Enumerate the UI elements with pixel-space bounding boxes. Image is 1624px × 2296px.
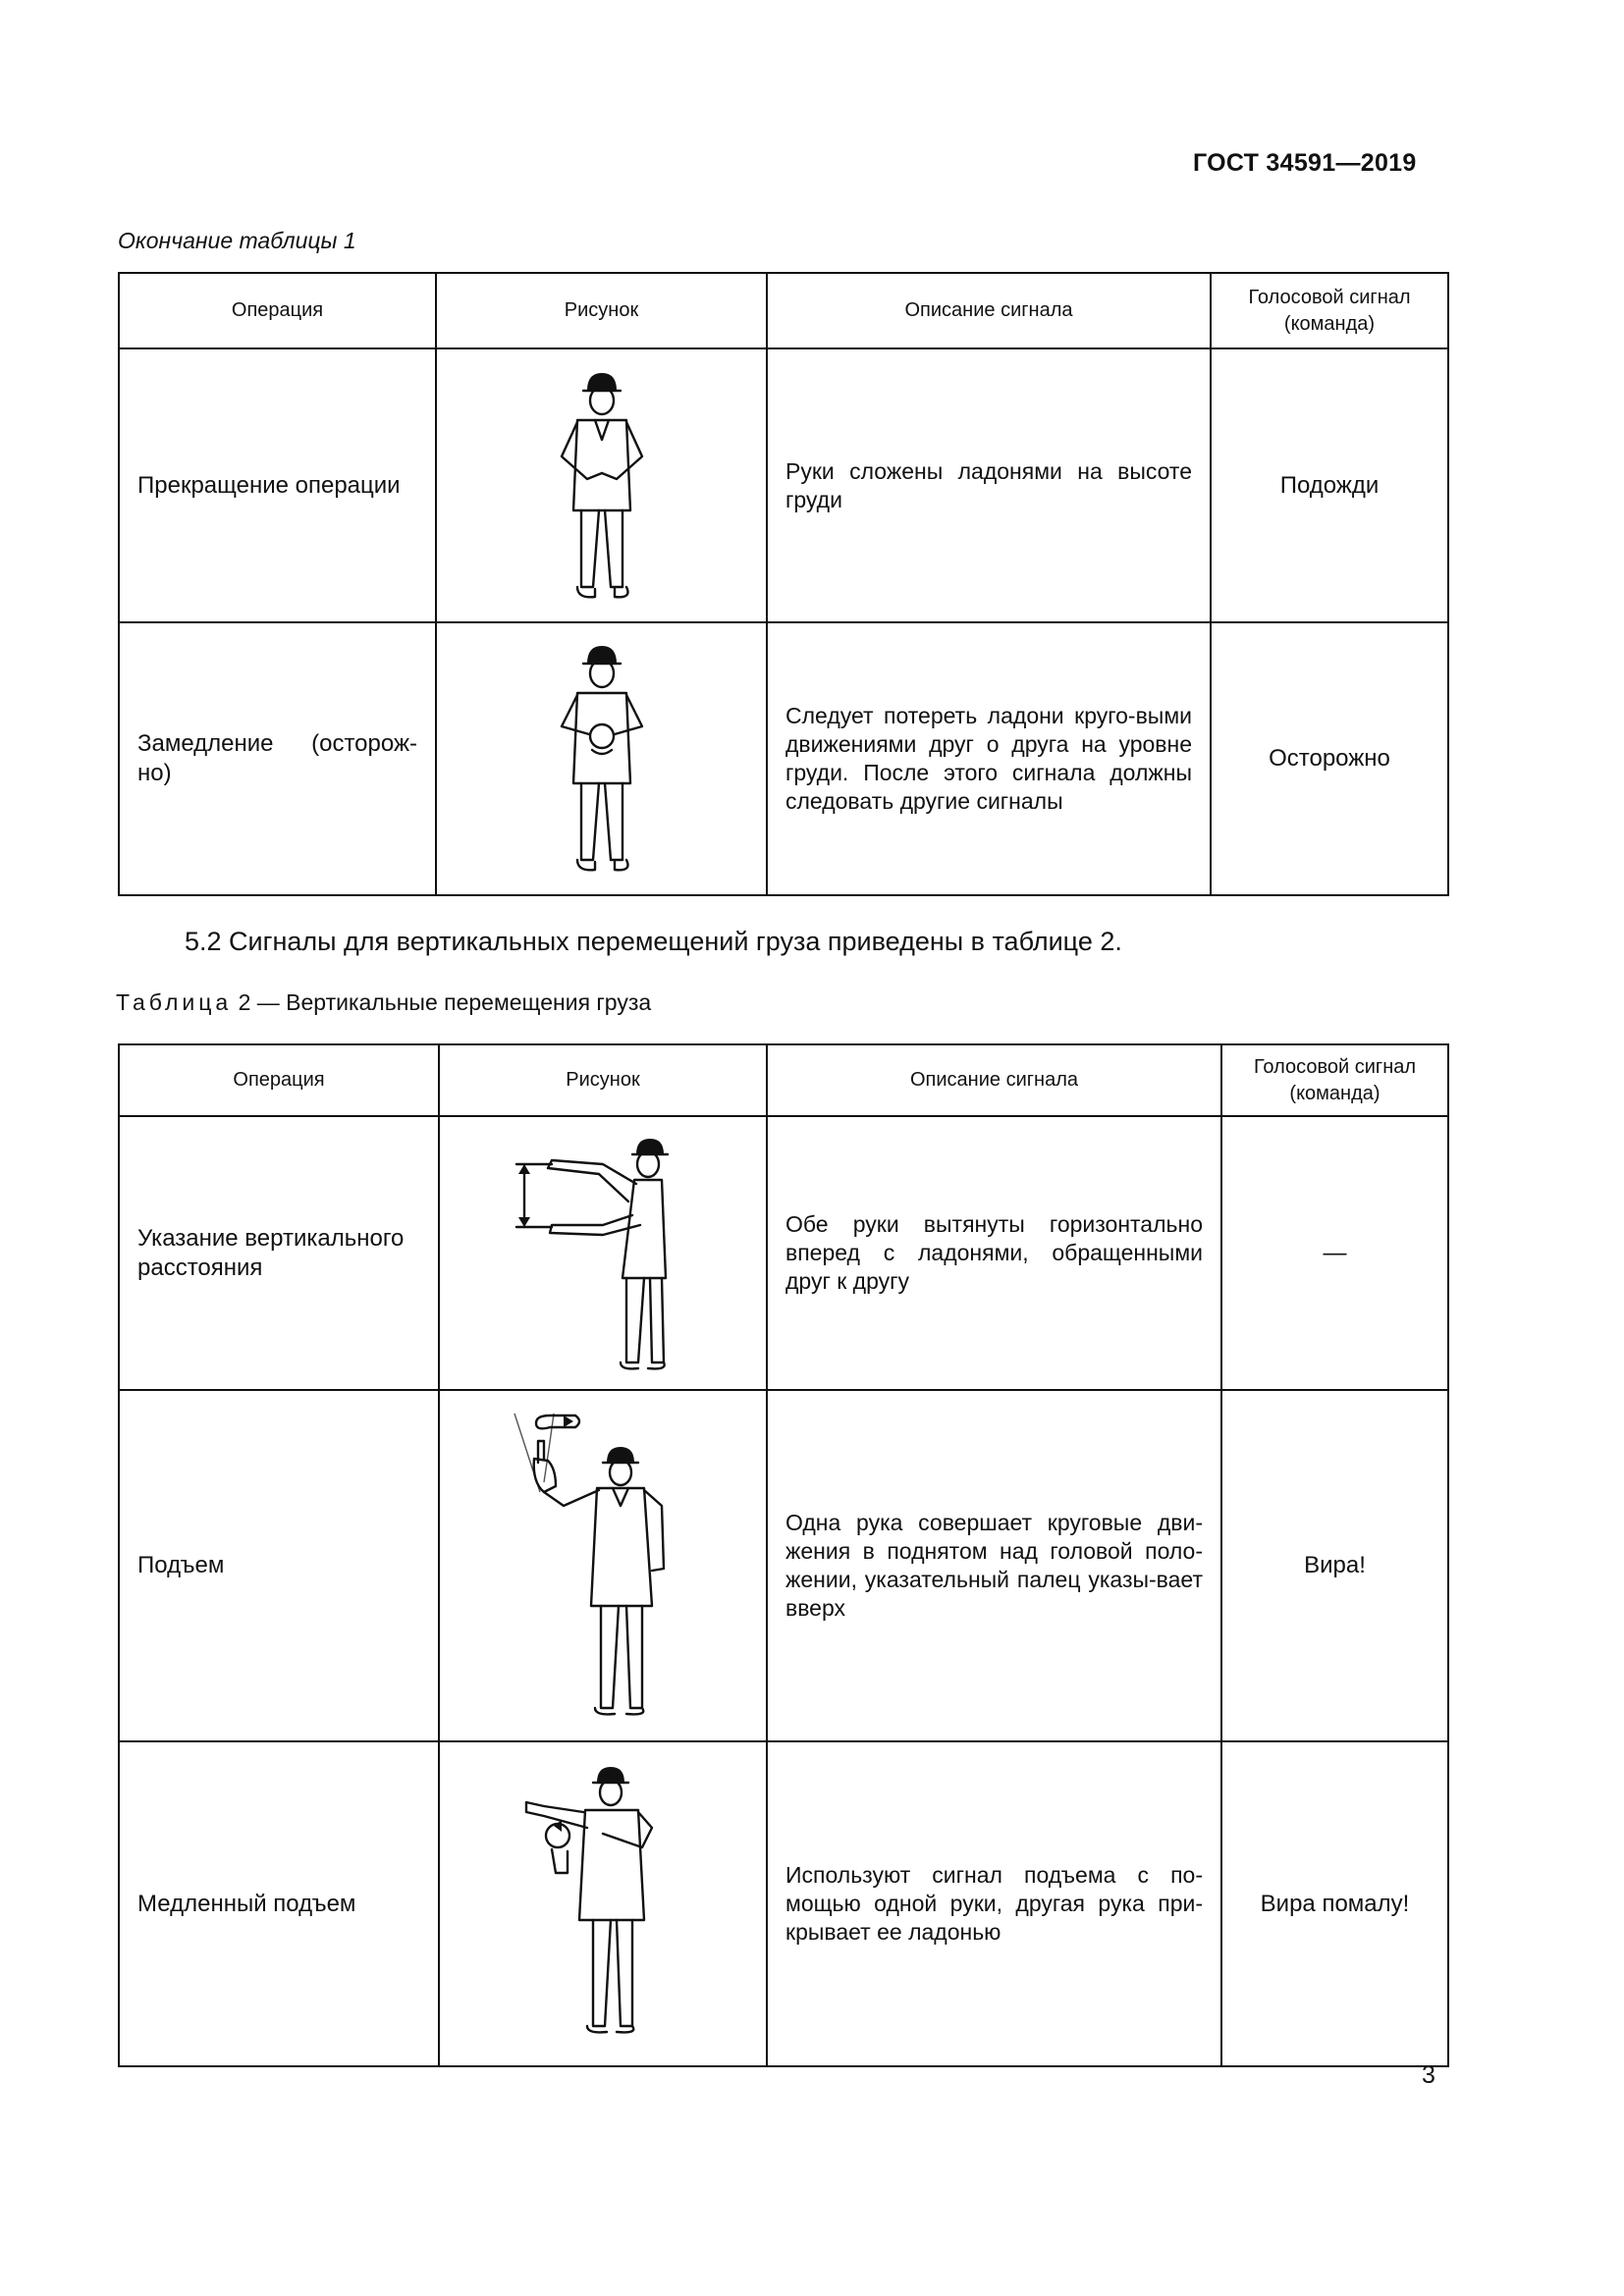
voice-command-cell: Вира помалу! — [1221, 1741, 1448, 2066]
col-header-operation: Операция — [119, 273, 436, 348]
voice-command-cell: Вира! — [1221, 1390, 1448, 1741]
table-row — [119, 1116, 1448, 1390]
figure-cell — [439, 1741, 767, 2066]
col-header-voice: Голосовой сигнал (команда) — [1211, 273, 1448, 348]
operation-cell: Прекращение операции — [119, 348, 436, 622]
col-header-description: Описание сигнала — [767, 273, 1211, 348]
worker-finger-up-circling-icon — [505, 1404, 701, 1728]
section-paragraph: 5.2 Сигналы для вертикальных перемещений груза приведены в таблице 2. — [185, 927, 1122, 956]
figure-cell — [436, 348, 767, 622]
table-row — [119, 1390, 1448, 1741]
figure-cell — [436, 622, 767, 895]
operation-cell: Замедление (осторож-но) — [119, 622, 436, 895]
table-row — [119, 1741, 1448, 2066]
description-cell: Обе руки вытянуты горизонтально вперед с ладонями, обращенными друг к другу — [767, 1116, 1221, 1390]
description-cell: Руки сложены ладонями на высоте груди — [767, 348, 1211, 622]
table-row — [119, 348, 1448, 622]
table1-header-row — [119, 273, 1448, 348]
table2-header-row — [119, 1044, 1448, 1116]
table-row — [119, 622, 1448, 895]
table1 — [118, 272, 1449, 896]
col-header-figure: Рисунок — [439, 1044, 767, 1116]
table2-caption-title: 2 — Вертикальные перемещения груза — [238, 989, 652, 1015]
worker-rubbing-palms-icon — [548, 636, 656, 881]
document-code: ГОСТ 34591—2019 — [1193, 149, 1417, 177]
voice-command-cell: Подожди — [1211, 348, 1448, 622]
description-cell: Используют сигнал подъема с по-мощью одной руки, другая рука при-крывает ее ладонью — [767, 1741, 1221, 2066]
operation-cell: Указание вертикального расстояния — [119, 1116, 439, 1390]
worker-hands-folded-chest-icon — [548, 363, 656, 609]
col-header-operation: Операция — [119, 1044, 439, 1116]
figure-cell — [439, 1116, 767, 1390]
table2-caption — [116, 989, 651, 1016]
operation-cell: Медленный подъем — [119, 1741, 439, 2066]
voice-command-cell: — — [1221, 1116, 1448, 1390]
page-number: 3 — [1422, 2061, 1435, 2089]
col-header-figure: Рисунок — [436, 273, 767, 348]
figure-cell — [439, 1390, 767, 1741]
table2-caption-label: Таблица — [116, 989, 233, 1015]
col-header-description: Описание сигнала — [767, 1044, 1221, 1116]
voice-command-cell: Осторожно — [1211, 622, 1448, 895]
table2 — [118, 1043, 1449, 2067]
description-cell: Следует потереть ладони круго-выми движениями друг о друга на уровне груди. После этого сигнала должны следовать другие сигналы — [767, 622, 1211, 895]
operation-cell: Подъем — [119, 1390, 439, 1741]
worker-arms-forward-distance-icon — [505, 1131, 701, 1376]
worker-slow-lift-covered-hand-icon — [505, 1757, 701, 2052]
col-header-voice: Голосовой сигнал (команда) — [1221, 1044, 1448, 1116]
table1-caption: Окончание таблицы 1 — [118, 228, 356, 253]
description-cell: Одна рука совершает круговые дви-жения в поднятом над головой поло-жении, указательный палец указы-вает вверх — [767, 1390, 1221, 1741]
